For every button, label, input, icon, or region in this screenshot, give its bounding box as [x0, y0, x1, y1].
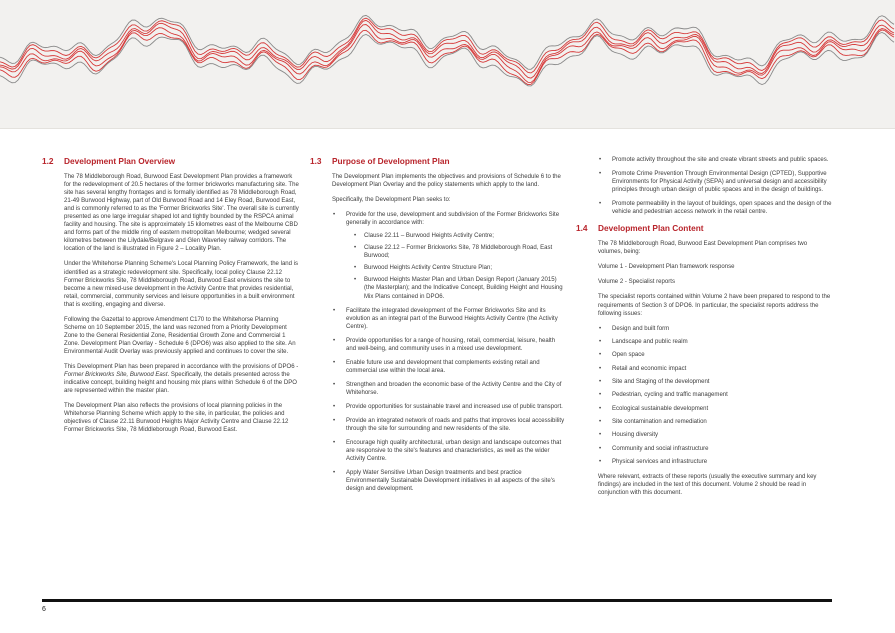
section-heading-1-3 — [310, 156, 566, 167]
list-item: • Provide opportunities for a range of housing, retail, commercial, leisure, health and well-being, and community uses in a mixed use development. — [332, 337, 566, 353]
section-title: Development Plan Overview — [64, 156, 176, 166]
contour-line — [0, 18, 894, 73]
italic-text: Former Brickworks Site, Burwood East — [64, 372, 168, 379]
list-item: • Open space — [598, 351, 832, 359]
sub-list-item: • Burwood Heights Master Plan and Urban Design Report (January 2015) (the Masterplan); and the Indicative Concept, Building Height and Housing Mix Plans contained in DPO6. — [346, 276, 566, 300]
text-span: . Specifically, the details presented across the indicative concept, building height and housing mix plans within Schedule 6 of the DPO are represented within the master plan. — [64, 372, 297, 395]
paragraph: Volume 2 - Specialist reports — [598, 279, 675, 286]
list-item: • Site and Staging of the development — [598, 378, 832, 386]
paragraph: The specialist reports contained within Volume 2 have been prepared to respond to the requirements of Section 3 of DPO6. In particular, the specialist reports address the following issues: — [598, 294, 831, 317]
list-item: • Promote permeability in the layout of buildings, open spaces and the design of the vehicle and pedestrian access network in the retail centre. — [598, 200, 832, 216]
column-2 — [310, 156, 566, 500]
list-item: • Enable future use and development that complements existing retail and commercial use within the local area. — [332, 359, 566, 375]
column-3 — [576, 156, 832, 504]
section-heading-1-4 — [576, 223, 832, 234]
list-item: • Apply Water Sensitive Urban Design treatments and best practice Environmentally Sustainable Development initiatives in all aspects of the site's design and development. — [332, 469, 566, 493]
list-item: • Landscape and public realm — [598, 338, 832, 346]
paragraph: Where relevant, extracts of these reports (usually the executive summary and key findings) are included in the text of this document. Volume 2 should be read in conjunction with this document. — [598, 474, 817, 497]
sub-list-item: • Burwood Heights Activity Centre Structure Plan; — [346, 264, 566, 272]
list-item — [332, 211, 566, 300]
paragraph: Volume 1 - Development Plan framework response — [598, 264, 735, 271]
paragraph — [64, 363, 300, 395]
list-item: • Facilitate the integrated development of the Former Brickworks Site and its evolution as an integral part of the Burwood Heights Activity Centre (the Activity Centre). — [332, 307, 566, 331]
footer-rule — [42, 599, 832, 602]
paragraph: Specifically, the Development Plan seeks to: — [332, 197, 451, 204]
text-span: This Development Plan has been prepared in accordance with the provisions of DPO6 - — [64, 363, 299, 370]
section-title: Development Plan Content — [598, 223, 704, 234]
paragraph: Under the Whitehorse Planning Scheme's Local Planning Policy Framework, the land is identified as a strategic redevelopment site. Specifically, local policy Clause 22.12 Former Brickworks Site, 78 Middleborough Road, Burwood East envisions the site to become a new mixed-use development in the Activity Centre that provides residential, retail, commercial, community services and leisure opportunities in a built environment that is exciting, engaging and diverse. — [64, 261, 299, 308]
paragraph: The 78 Middleborough Road, Burwood East Development Plan comprises two volumes, being: — [598, 241, 808, 256]
list-item: • Ecological sustainable development — [598, 405, 832, 413]
issues-list — [598, 325, 832, 466]
list-item: • Design and built form — [598, 325, 832, 333]
list-item: • Retail and economic impact — [598, 365, 832, 373]
sub-list — [346, 232, 566, 300]
paragraph: The 78 Middleborough Road, Burwood East Development Plan provides a framework for the redevelopment of 20.5 hectares of the former brickworks manufacturing site. The site has several lengthy frontages and is formally identified as 78 Middleborough Road, 21-49 Burwood Highway, part of Old Burwood Road and 14 Eley Road, Burwood East, and is commonly referred to as the 'Former Brickworks Site'. The overall site is currently presented as one large irregular shaped lot and tightly bounded by the RSPCA animal facility and housing. The site is approximately 15 kilometres east of the Melbourne CBD and forms part of the middle ring of eastern metropolitan Melbourne; wedged several kilometres between the Lilydale/Belgrave and Glen Waverley railway corridors. The location of the land is illustrated in Figure 2 – Locality Plan. — [64, 174, 299, 253]
list-item: • Strengthen and broaden the economic base of the Activity Centre and the City of Whitehorse. — [332, 381, 566, 397]
section-heading-1-2 — [42, 156, 300, 167]
section-number: 1.3 — [310, 156, 322, 166]
section-title: Purpose of Development Plan — [332, 156, 450, 166]
list-item: • Housing diversity — [598, 431, 832, 439]
paragraph: The Development Plan implements the objectives and provisions of Schedule 6 to the Development Plan Overlay and the policy statements which apply to the land. — [332, 174, 561, 189]
list-item: • Promote activity throughout the site and create vibrant streets and public spaces. — [598, 156, 832, 164]
contour-line — [0, 20, 894, 78]
list-item: • Physical services and infrastructure — [598, 458, 832, 466]
sub-list-item: • Clause 22.11 – Burwood Heights Activity Centre; — [346, 232, 566, 240]
paragraph: The Development Plan also reflects the provisions of local planning policies in the Whitehorse Planning Scheme which apply to the site, in particular, the policies and objectives of Clause 22.11 Burwood Heights Major Activity Centre and Clause 22.12 Former Brickworks Site, 78 Middleborough Road, Burwood East. — [64, 403, 289, 434]
header-banner — [0, 0, 895, 129]
list-item: • Provide opportunities for sustainable travel and increased use of public transport. — [332, 403, 566, 411]
column-1 — [42, 156, 300, 441]
contour-line — [0, 15, 894, 69]
contour-lines-graphic — [0, 0, 895, 128]
purpose-list — [332, 211, 566, 493]
section-number: 1.2 — [42, 156, 54, 166]
list-item: • Site contamination and remediation — [598, 418, 832, 426]
list-item-text: Provide for the use, development and subdivision of the Former Brickworks Site generally in accordance with: — [346, 212, 560, 227]
list-item: • Provide an integrated network of roads and paths that improves local accessibility through the site for surrounding and new residents of the site. — [332, 417, 566, 433]
list-item: • Pedestrian, cycling and traffic management — [598, 391, 832, 399]
sub-list-item: • Clause 22.12 – Former Brickworks Site, 78 Middleborough Road, East Burwood; — [346, 244, 566, 260]
list-item: • Community and social infrastructure — [598, 445, 832, 453]
purpose-list-continued — [598, 156, 832, 216]
page-number: 6 — [42, 606, 46, 613]
section-number: 1.4 — [576, 223, 588, 234]
list-item: • Encourage high quality architectural, urban design and landscape outcomes that are responsive to the site's features and characteristics, as well as the wider Activity Centre. — [332, 439, 566, 463]
paragraph: Following the Gazettal to approve Amendment C170 to the Whitehorse Planning Scheme on 10 September 2015, the land was rezoned from a Priority Development Zone to the General Residential Zone, Residential Growth Zone and Commercial 1 Zone. Development Plan Overlay - Schedule 6 (DPO6) was also applied to the site. An Environmental Audit Overlay was previously applied and continues to cover the site. — [64, 316, 296, 355]
list-item: • Promote Crime Prevention Through Environmental Design (CPTED), Supportive Environments for Physical Activity (SEPA) and universal design and accessibility principles through urban design of public spaces and in the design of buildings. — [598, 170, 832, 194]
